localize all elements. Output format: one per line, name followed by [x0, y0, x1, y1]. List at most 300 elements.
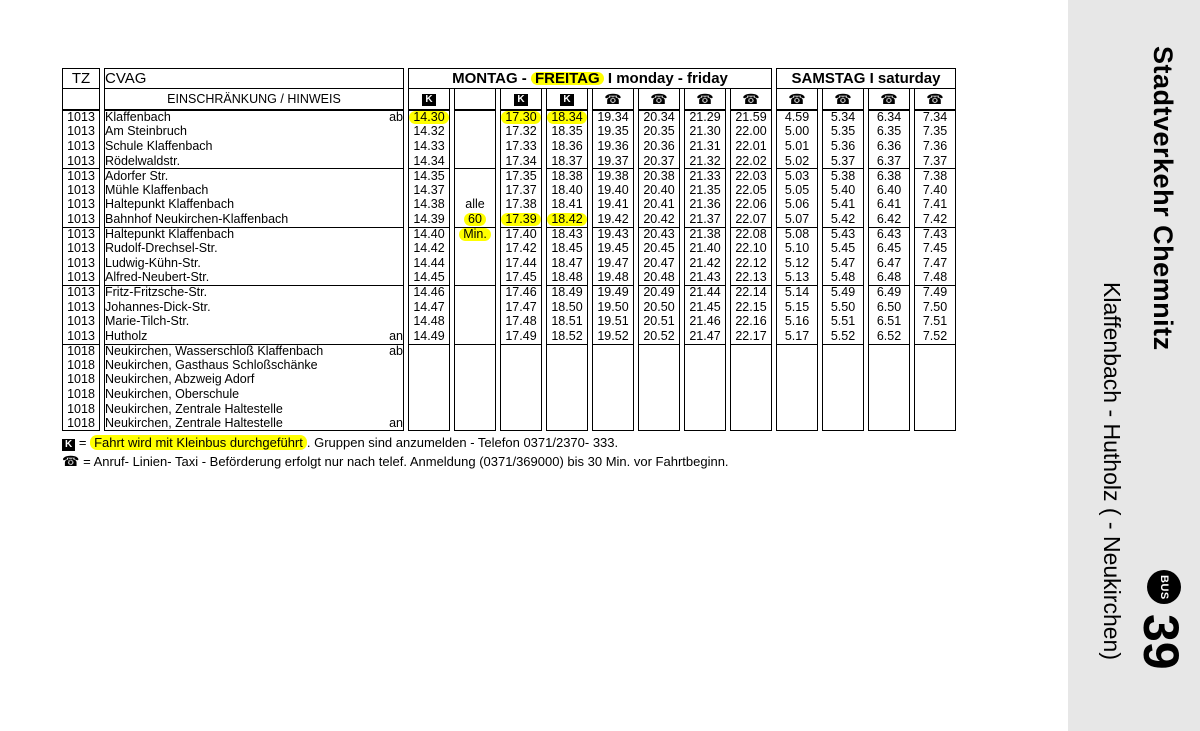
time-cell: [546, 402, 588, 417]
time-cell: 21.31: [684, 139, 726, 154]
time-cell: 5.14: [776, 285, 818, 300]
time-cell: [454, 285, 496, 300]
time-cell: 19.36: [592, 139, 634, 154]
time-cell: 5.17: [776, 329, 818, 344]
symbol-cell: [592, 89, 634, 110]
time-cell: 14.37: [408, 183, 450, 198]
footnote-text: . Gruppen sind anzumelden - Telefon 0371/2370- 333.: [306, 435, 619, 450]
symbol-cell: [776, 89, 818, 110]
time-cell: 5.43: [822, 227, 864, 242]
ab-an-marker: ab: [389, 110, 403, 125]
stop-name: Alfred-Neubert-Str.: [105, 270, 210, 285]
time-cell: 22.00: [730, 125, 772, 140]
stop-name: Adorfer Str.: [105, 168, 169, 183]
col-header-tz: TZ: [62, 68, 100, 89]
ab-an-marker: an: [389, 328, 403, 343]
time-cell: 5.36: [822, 139, 864, 154]
footnote-highlight: Fahrt wird mit Kleinbus durchgeführt: [90, 435, 307, 450]
time-cell: 17.46: [500, 285, 542, 300]
table-row: [62, 387, 956, 402]
time-cell: 6.50: [868, 300, 910, 315]
time-cell: 17.48: [500, 314, 542, 329]
time-cell: 18.36: [546, 139, 588, 154]
stop-name-cell: [104, 358, 404, 373]
time-cell: [408, 416, 450, 431]
time-cell: 21.45: [684, 300, 726, 315]
time-cell: 22.12: [730, 256, 772, 271]
table-row: [62, 285, 956, 300]
time-cell: [776, 344, 818, 359]
table-row: [62, 154, 956, 169]
stop-name: Johannes-Dick-Str.: [105, 299, 211, 314]
time-cell: [546, 373, 588, 388]
time-cell: 18.49: [546, 285, 588, 300]
time-cell: 7.43: [914, 227, 956, 242]
time-cell: [454, 387, 496, 402]
time-cell: [776, 358, 818, 373]
time-cell: 20.37: [638, 154, 680, 169]
time-cell: [454, 271, 496, 286]
time-cell: 5.06: [776, 198, 818, 213]
symbol-cell: [408, 89, 450, 110]
time-cell: 22.10: [730, 241, 772, 256]
bus-icon-label: BUS: [1158, 574, 1170, 600]
time-cell: [730, 387, 772, 402]
time-cell: [868, 387, 910, 402]
time-cell: 7.45: [914, 241, 956, 256]
symbol-cell: [730, 89, 772, 110]
time-cell: 5.01: [776, 139, 818, 154]
time-cell: 18.43: [546, 227, 588, 242]
time-cell: [454, 154, 496, 169]
saturday-group-header: SAMSTAG I saturday: [776, 68, 956, 89]
time-cell: [822, 387, 864, 402]
time-cell: 19.48: [592, 271, 634, 286]
symbol-cell: [454, 89, 496, 110]
time-cell: 6.48: [868, 271, 910, 286]
time-cell: [454, 168, 496, 183]
time-cell: 20.51: [638, 314, 680, 329]
time-cell: 21.35: [684, 183, 726, 198]
time-cell: 20.36: [638, 139, 680, 154]
time-cell: 7.48: [914, 271, 956, 286]
time-cell: 7.49: [914, 285, 956, 300]
time-cell: 6.36: [868, 139, 910, 154]
time-cell: 20.35: [638, 125, 680, 140]
time-cell: [822, 344, 864, 359]
time-cell: 5.48: [822, 271, 864, 286]
tz-cell: 1013: [62, 227, 100, 242]
time-cell: 5.38: [822, 168, 864, 183]
kleinbus-icon: K: [514, 94, 527, 106]
time-cell: 19.37: [592, 154, 634, 169]
stop-name: Neukirchen, Zentrale Haltestelle: [105, 401, 283, 416]
time-cell: 18.50: [546, 300, 588, 315]
tz-cell: 1013: [62, 125, 100, 140]
time-cell: 6.34: [868, 110, 910, 125]
stop-name-cell: [104, 329, 404, 344]
time-cell: 17.47: [500, 300, 542, 315]
time-cell: 21.43: [684, 271, 726, 286]
time-cell: 20.45: [638, 241, 680, 256]
time-cell: [500, 416, 542, 431]
footnote-line: ☎ = Anruf- Linien- Taxi - Beförderung erfolgt nur nach telef. Anmeldung (0371/369000) bis 30 Min. vor Fahrtbeginn.: [62, 452, 729, 469]
time-cell: 14.32: [408, 125, 450, 140]
tz-cell: 1018: [62, 416, 100, 431]
stop-name-cell: [104, 387, 404, 402]
stop-name-cell: [104, 110, 404, 125]
time-cell: 6.52: [868, 329, 910, 344]
highlighted-time: 17.39: [501, 213, 540, 226]
time-cell: [500, 358, 542, 373]
time-cell: [868, 416, 910, 431]
time-cell: [914, 402, 956, 417]
highlighted-time: 17.30: [501, 111, 540, 124]
time-cell: [454, 373, 496, 388]
time-cell: 6.43: [868, 227, 910, 242]
time-cell: 6.45: [868, 241, 910, 256]
time-cell: [914, 416, 956, 431]
time-cell: [454, 416, 496, 431]
time-cell: 20.40: [638, 183, 680, 198]
timetable: [58, 68, 960, 431]
time-cell: 5.34: [822, 110, 864, 125]
time-cell: [454, 125, 496, 140]
time-cell: 7.52: [914, 329, 956, 344]
time-cell: 19.52: [592, 329, 634, 344]
time-cell: [592, 358, 634, 373]
time-cell: 17.42: [500, 241, 542, 256]
tz-cell: 1013: [62, 139, 100, 154]
footnote-line: K = Fahrt wird mit Kleinbus durchgeführt . Gruppen sind anzumelden - Telefon 0371/2370- 333.: [62, 435, 729, 451]
time-cell: [454, 183, 496, 198]
time-cell: [638, 358, 680, 373]
time-cell: [822, 358, 864, 373]
time-cell: 22.05: [730, 183, 772, 198]
time-cell: [638, 344, 680, 359]
time-cell: 17.49: [500, 329, 542, 344]
time-cell: 18.38: [546, 168, 588, 183]
stop-name: Ludwig-Kühn-Str.: [105, 255, 201, 270]
time-cell: 17.38: [500, 198, 542, 213]
stop-name-cell: [104, 168, 404, 183]
time-cell: 17.44: [500, 256, 542, 271]
time-cell: 21.42: [684, 256, 726, 271]
time-cell: [868, 402, 910, 417]
table-row: [62, 416, 956, 431]
time-cell: [454, 358, 496, 373]
stop-name: Rudolf-Drechsel-Str.: [105, 241, 218, 256]
time-cell: [822, 373, 864, 388]
tz-cell: 1018: [62, 387, 100, 402]
stop-name-cell: [104, 285, 404, 300]
phone-icon: ☎: [880, 90, 898, 107]
highlighted-time: 18.34: [547, 111, 586, 124]
time-cell: [730, 416, 772, 431]
symbol-cell: [868, 89, 910, 110]
time-cell: 5.40: [822, 183, 864, 198]
table-row: [62, 344, 956, 359]
phone-icon: ☎: [650, 90, 668, 107]
stop-name-cell: [104, 198, 404, 213]
stop-name: Klaffenbach: [105, 110, 171, 125]
time-cell: [546, 358, 588, 373]
tz-cell: 1013: [62, 241, 100, 256]
time-cell: 19.47: [592, 256, 634, 271]
table-row: [62, 110, 956, 125]
time-cell: 21.32: [684, 154, 726, 169]
time-cell: [592, 416, 634, 431]
tz-cell: 1018: [62, 373, 100, 388]
time-cell: 14.35: [408, 168, 450, 183]
time-cell: 6.42: [868, 212, 910, 227]
monfri-group-header: [408, 68, 772, 89]
time-cell: 14.42: [408, 241, 450, 256]
time-cell: 21.38: [684, 227, 726, 242]
time-cell: 7.42: [914, 212, 956, 227]
phone-icon: ☎: [604, 90, 622, 107]
time-cell: 6.41: [868, 198, 910, 213]
tz-cell: 1013: [62, 168, 100, 183]
time-cell: 7.37: [914, 154, 956, 169]
time-cell: 5.10: [776, 241, 818, 256]
stop-name: Neukirchen, Wasserschloß Klaffenbach: [105, 343, 324, 358]
time-cell: 18.37: [546, 154, 588, 169]
tz-cell: 1013: [62, 256, 100, 271]
time-cell: 17.35: [500, 168, 542, 183]
time-cell: [684, 416, 726, 431]
time-cell: [500, 110, 542, 125]
time-cell: [684, 344, 726, 359]
time-cell: 19.34: [592, 110, 634, 125]
time-cell: 17.34: [500, 154, 542, 169]
stop-name: Neukirchen, Abzweig Adorf: [105, 372, 255, 387]
time-cell: [454, 402, 496, 417]
time-cell: 19.41: [592, 198, 634, 213]
time-cell: [776, 387, 818, 402]
time-cell: 7.51: [914, 314, 956, 329]
time-cell: 5.42: [822, 212, 864, 227]
time-cell: [408, 402, 450, 417]
operator-title: Stadtverkehr Chemnitz: [1148, 46, 1178, 351]
time-cell: [914, 358, 956, 373]
time-cell: [454, 241, 496, 256]
stop-name-cell: [104, 373, 404, 388]
time-cell: 14.44: [408, 256, 450, 271]
time-cell: [454, 227, 496, 242]
time-cell: 20.48: [638, 271, 680, 286]
time-cell: 18.40: [546, 183, 588, 198]
time-cell: 21.36: [684, 198, 726, 213]
time-cell: 5.47: [822, 256, 864, 271]
time-cell: [454, 344, 496, 359]
time-cell: [638, 373, 680, 388]
time-cell: 21.47: [684, 329, 726, 344]
table-row: [62, 227, 956, 242]
time-cell: 5.35: [822, 125, 864, 140]
time-cell: [914, 344, 956, 359]
tz-cell: 1013: [62, 183, 100, 198]
tz-cell: 1013: [62, 314, 100, 329]
monfri-prefix: MONTAG -: [452, 70, 531, 87]
time-cell: [592, 344, 634, 359]
time-cell: [868, 344, 910, 359]
stop-name: Rödelwaldstr.: [105, 153, 181, 168]
time-cell: 5.49: [822, 285, 864, 300]
time-cell: 14.34: [408, 154, 450, 169]
tz-cell: 1018: [62, 402, 100, 417]
stop-name: Bahnhof Neukirchen-Klaffenbach: [105, 211, 289, 226]
stop-name-cell: [104, 344, 404, 359]
time-cell: 20.47: [638, 256, 680, 271]
stop-name: Schule Klaffenbach: [105, 138, 213, 153]
time-cell: 5.45: [822, 241, 864, 256]
time-cell: 19.45: [592, 241, 634, 256]
time-cell: 5.50: [822, 300, 864, 315]
time-cell: 7.50: [914, 300, 956, 315]
time-cell: [638, 387, 680, 402]
time-cell: [730, 402, 772, 417]
stop-name-cell: [104, 271, 404, 286]
time-cell: 18.35: [546, 125, 588, 140]
time-cell: 20.49: [638, 285, 680, 300]
stop-name-cell: [104, 314, 404, 329]
time-cell: 20.50: [638, 300, 680, 315]
stop-name: Mühle Klaffenbach: [105, 182, 209, 197]
time-cell: 7.34: [914, 110, 956, 125]
route-title: Klaffenbach - Hutholz ( - Neukirchen): [1099, 282, 1125, 660]
time-cell: [500, 344, 542, 359]
time-cell: [408, 110, 450, 125]
time-cell: [408, 387, 450, 402]
table-row: [62, 125, 956, 140]
time-cell: [546, 212, 588, 227]
tz-cell: 1013: [62, 285, 100, 300]
stop-name-cell: [104, 402, 404, 417]
symbol-cell: [500, 89, 542, 110]
tz-cell: 1013: [62, 110, 100, 125]
time-cell: [546, 110, 588, 125]
time-cell: 5.41: [822, 198, 864, 213]
time-cell: 22.02: [730, 154, 772, 169]
kleinbus-icon: K: [422, 94, 435, 106]
time-cell: [730, 373, 772, 388]
symbol-cell: [638, 89, 680, 110]
time-cell: 18.47: [546, 256, 588, 271]
time-cell: 19.50: [592, 300, 634, 315]
ab-an-marker: ab: [389, 343, 403, 358]
time-cell: 6.51: [868, 314, 910, 329]
stop-name: Marie-Tilch-Str.: [105, 314, 190, 329]
stop-name-cell: [104, 416, 404, 431]
time-cell: 20.52: [638, 329, 680, 344]
monfri-suffix: I monday - friday: [603, 70, 728, 87]
time-cell: [822, 416, 864, 431]
footnotes: [62, 435, 729, 471]
stop-name-cell: [104, 227, 404, 242]
time-cell: 19.35: [592, 125, 634, 140]
tz-cell: 1018: [62, 344, 100, 359]
stop-name: Neukirchen, Gasthaus Schloßschänke: [105, 357, 318, 372]
symbol-cell: [822, 89, 864, 110]
bus-icon: [1147, 570, 1181, 604]
time-cell: [500, 387, 542, 402]
time-cell: 5.05: [776, 183, 818, 198]
time-cell: [592, 387, 634, 402]
time-cell: 5.52: [822, 329, 864, 344]
time-cell: 17.40: [500, 227, 542, 242]
time-cell: [408, 358, 450, 373]
time-cell: 21.29: [684, 110, 726, 125]
time-cell: 17.45: [500, 271, 542, 286]
tz-cell: 1013: [62, 198, 100, 213]
phone-icon: ☎: [788, 90, 806, 107]
highlighted-time: Min.: [459, 228, 491, 241]
stop-name: Hutholz: [105, 328, 148, 343]
time-cell: [454, 314, 496, 329]
stop-name-cell: [104, 256, 404, 271]
tz-cell: 1013: [62, 271, 100, 286]
time-cell: 5.12: [776, 256, 818, 271]
time-cell: 6.40: [868, 183, 910, 198]
kleinbus-icon: K: [62, 439, 75, 451]
time-cell: 19.40: [592, 183, 634, 198]
tz-cell: 1013: [62, 154, 100, 169]
highlighted-time: 18.42: [547, 213, 586, 226]
kleinbus-icon: K: [560, 94, 573, 106]
table-header-row: [62, 68, 956, 89]
time-cell: 19.51: [592, 314, 634, 329]
time-cell: [638, 402, 680, 417]
time-cell: 6.38: [868, 168, 910, 183]
table-row: [62, 241, 956, 256]
tz-cell: 1013: [62, 300, 100, 315]
time-cell: [500, 212, 542, 227]
stop-name-cell: [104, 139, 404, 154]
time-cell: 22.07: [730, 212, 772, 227]
time-cell: 14.45: [408, 271, 450, 286]
time-cell: 20.42: [638, 212, 680, 227]
table-row: [62, 256, 956, 271]
time-cell: [592, 402, 634, 417]
time-cell: [408, 344, 450, 359]
table-row: [62, 183, 956, 198]
stop-name: Neukirchen, Zentrale Haltestelle: [105, 415, 283, 430]
time-cell: 7.47: [914, 256, 956, 271]
time-cell: 5.07: [776, 212, 818, 227]
table-row: [62, 373, 956, 388]
time-cell: [500, 402, 542, 417]
phone-icon: ☎: [62, 452, 80, 469]
time-cell: [868, 358, 910, 373]
time-cell: 21.44: [684, 285, 726, 300]
time-cell: 6.37: [868, 154, 910, 169]
time-cell: [684, 387, 726, 402]
time-cell: [546, 416, 588, 431]
time-cell: [408, 373, 450, 388]
footnote-text: Anruf- Linien- Taxi - Beförderung erfolgt nur nach telef. Anmeldung (0371/369000) bis 30 Min. vor Fahrtbeginn.: [93, 453, 729, 469]
phone-icon: ☎: [834, 90, 852, 107]
time-cell: [500, 373, 542, 388]
time-cell: [454, 110, 496, 125]
time-cell: [822, 402, 864, 417]
time-cell: 22.16: [730, 314, 772, 329]
time-cell: 18.51: [546, 314, 588, 329]
time-cell: 18.41: [546, 198, 588, 213]
time-cell: [546, 387, 588, 402]
time-cell: [638, 416, 680, 431]
time-cell: 14.49: [408, 329, 450, 344]
